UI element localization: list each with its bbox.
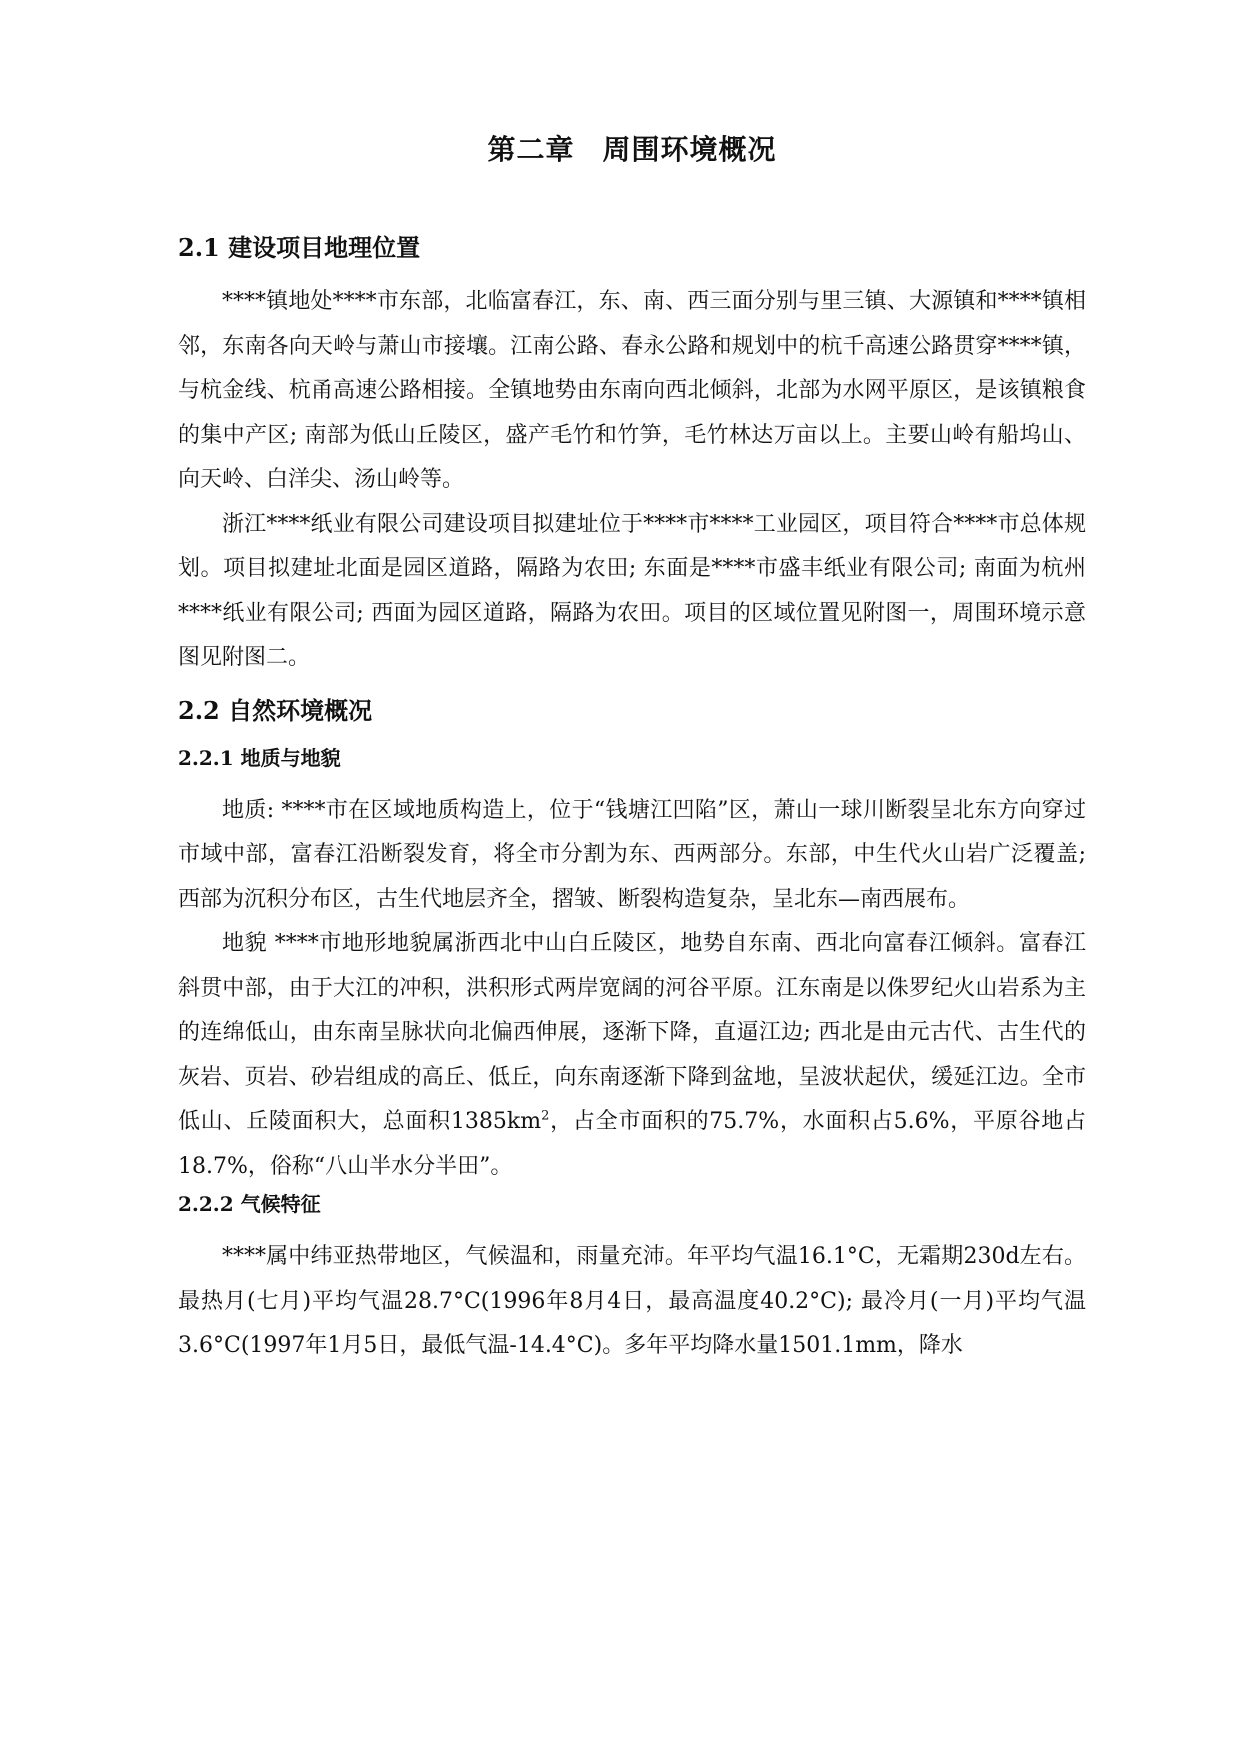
section-2-2-1-heading: 2.2.1 地质与地貌 (178, 745, 341, 770)
section-2-1-paragraph-1: ****镇地处****市东部，北临富春江，东、南、西三面分别与里三镇、大源镇和****镇相邻，东南各向天岭与萧山市接壤。江南公路、春永公路和规划中的杭千高速公路贯穿****镇，与杭金线、杭甬高速公路相接。全镇地势由东南向西北倾斜，北部为水网平原区，是该镇粮食的集中产区; 南部为低山丘陵区，盛产毛竹和竹笋，毛竹林达万亩以上。主要山岭有船坞山、向天岭、白洋尖、汤山岭等。 (178, 289, 1086, 492)
section-2-2-heading: 2.2 自然环境概况 (178, 695, 373, 725)
section-2-1-heading: 2.1 建设项目地理位置 (178, 233, 421, 262)
section-2-1-paragraph-2: 浙江****纸业有限公司建设项目拟建址位于****市****工业园区，项目符合****市总体规划。项目拟建址北面是园区道路，隔路为农田; 东面是****市盛丰纸业有限公司; 南面为杭州****纸业有限公司; 西面为园区道路，隔路为农田。项目的区域位置见附图一，周围环境示意图见附图二。 (178, 511, 1086, 670)
landform-text-b: ，占全市面积的75.7%，水面积占5.6%，平原谷地占18.7%，俗称“八山半水分半田”。 (178, 1109, 1086, 1179)
document-page (178, 130, 1086, 1369)
chapter-label: 第二章 (487, 133, 575, 166)
climate-paragraph: ****属中纬亚热带地区，气候温和，雨量充沛。年平均气温16.1°C，无霜期230d左右。最热月(七月)平均气温28.7°C(1996年8月4日，最高温度40.2°C); 最冷月(一月)平均气温3.6°C(1997年1月5日，最低气温-14.4°C)。多年平均降水量1501.1mm，降水 (178, 1244, 1086, 1358)
landform-paragraph (178, 922, 1086, 1189)
area-unit-superscript: 2 (541, 1108, 550, 1124)
geology-paragraph: 地质: ****市在区域地质构造上，位于“钱塘江凹陷”区，萧山一球川断裂呈北东方向穿过市域中部，富春江沿断裂发育，将全市分割为东、西两部分。东部，中生代火山岩广泛覆盖; 西部为沉积分布区，古生代地层齐全，摺皱、断裂构造复杂，呈北东—南西展布。 (178, 797, 1086, 912)
chapter-title (178, 130, 1086, 170)
section-2-2-2-heading: 2.2.2 气候特征 (178, 1192, 321, 1216)
landform-text-a: 地貌 ****市地形地貌属浙西北中山白丘陵区，地势自东南、西北向富春江倾斜。富春江斜贯中部，由于大江的冲积，洪积形式两岸宽阔的河谷平原。江东南是以侏罗纪火山岩系为主的连绵低山，由东南呈脉状向北偏西伸展，逐渐下降，直逼江边; 西北是由元古代、古生代的灰岩、页岩、砂岩组成的高丘、低丘，向东南逐渐下降到盆地，呈波状起伏，缓延江边。全市低山、丘陵面积大，总面积1385km (178, 931, 1086, 1134)
chapter-name: 周围环境概况 (602, 133, 777, 166)
